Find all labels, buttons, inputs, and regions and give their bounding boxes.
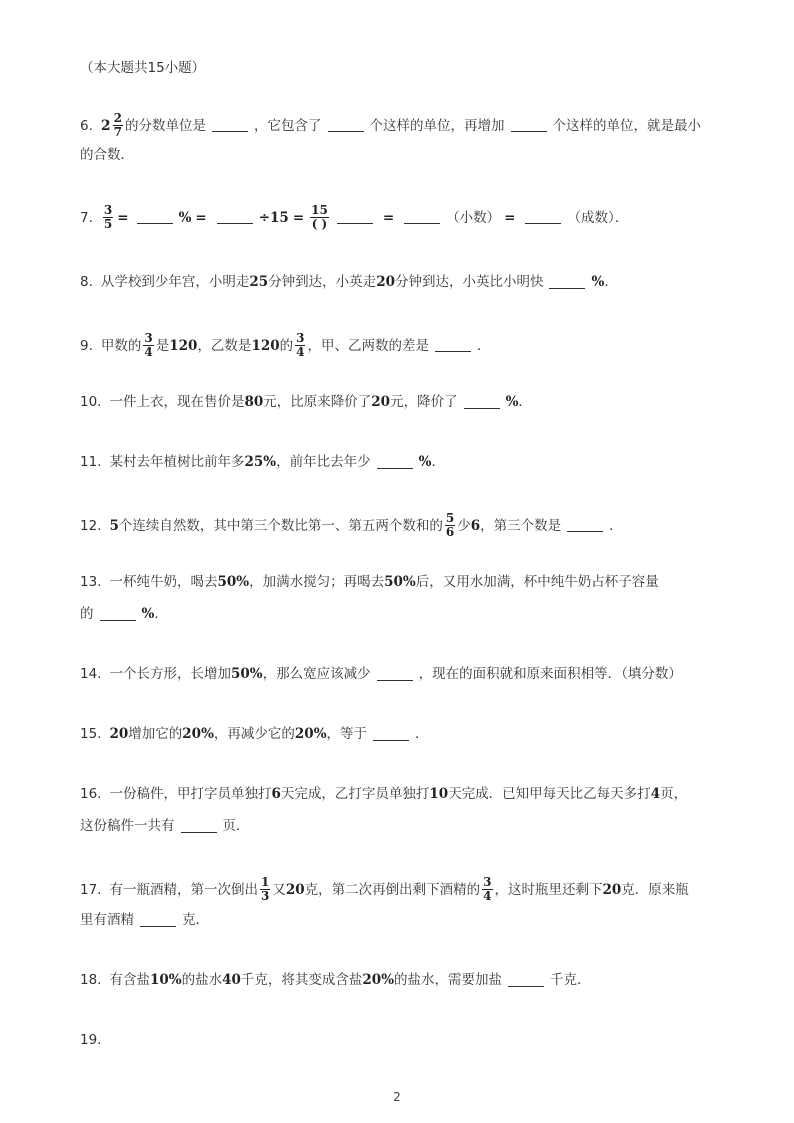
question-11: 11. 某村去年植树比前年多 25% ，前年比去年少 % ． (80, 454, 445, 470)
answer-blank[interactable] (181, 820, 217, 833)
answer-blank[interactable] (328, 119, 364, 132)
answer-blank[interactable] (511, 119, 547, 132)
section-header: （本大题共15小题） (80, 60, 206, 76)
question-13-line-1: 13. 一杯纯牛奶，喝去 50% ，加满水搅匀；再喝去 50% 后，又用水加满，杯中纯牛奶占杯子容量 (80, 574, 659, 590)
question-10: 10. 一件上衣，现在售价是 80 元，比原来降价了 20 元，降价了 % ． (80, 394, 532, 410)
answer-blank[interactable] (373, 728, 409, 741)
question-17-line-2: 里有酒精 克． (80, 912, 209, 928)
question-16-line-2: 这份稿件一共有 页． (80, 818, 250, 834)
answer-blank[interactable] (525, 211, 561, 224)
question-14: 14. 一个长方形，长增加 50% ，那么宽应该减少 ，现在的面积就和原来面积相等．（填分数） (80, 666, 682, 682)
question-18: 18. 有含盐 10% 的盐水 40 千克，将其变成含盐 20% 的盐水，需要加盐 千克． (80, 972, 591, 988)
answer-blank[interactable] (212, 119, 248, 132)
answer-blank[interactable] (549, 276, 585, 289)
answer-blank[interactable] (508, 974, 544, 987)
answer-blank[interactable] (377, 668, 413, 681)
question-16-line-1: 16. 一份稿件，甲打字员单独打 6 天完成，乙打字员单独打 10 天完成．已知甲每天比乙每天多打 4 页， (80, 786, 688, 802)
question-6-line-2: 的合数． (80, 147, 134, 163)
answer-blank[interactable] (217, 211, 253, 224)
answer-blank[interactable] (567, 519, 603, 532)
question-7: 7. $\frac{3}{5}$ = % = ÷15 = $\frac{15}{( )}$ = （小数） = （成数）． (80, 203, 629, 231)
answer-blank[interactable] (404, 211, 440, 224)
question-12: 12. 5 个连续自然数，其中第三个数比第一、第五两个数和的 $\frac{5}{6}$ 少 6 ，第三个数是 ． (80, 511, 623, 539)
answer-blank[interactable] (140, 914, 176, 927)
question-13-line-2: 的 % ． (80, 606, 168, 622)
answer-blank[interactable] (464, 396, 500, 409)
answer-blank[interactable] (435, 339, 471, 352)
question-6-line-1: 6. 2 $\frac{2}{7}$ 的分数单位是 ，它包含了 个这样的单位，再增加 个这样的单位，就是最小 (80, 111, 701, 139)
page-number: 2 (393, 1090, 401, 1104)
answer-blank[interactable] (337, 211, 373, 224)
question-9: 9. 甲数的 $\frac{3}{4}$ 是 120 ，乙数是 120 的 $\frac{3}{4}$ ，甲、乙两数的差是 ． (80, 331, 491, 359)
mixed-number: 2 $\frac{2}{7}$ (100, 111, 122, 139)
question-8: 8. 从学校到少年宫，小明走 25 分钟到达，小英走 20 分钟到达，小英比小明快 % ． (80, 274, 618, 290)
question-19: 19. (80, 1032, 102, 1048)
answer-blank[interactable] (377, 456, 413, 469)
question-17-line-1: 17. 有一瓶酒精，第一次倒出 $\frac{1}{3}$ 又 20 克，第二次再倒出剩下酒精的 $\frac{3}{4}$ ，这时瓶里还剩下 20 克．原来瓶 (80, 875, 689, 903)
question-15: 15. 20 增加它的 20% ，再减少它的 20% ，等于 ． (80, 726, 429, 742)
answer-blank[interactable] (137, 211, 173, 224)
answer-blank[interactable] (100, 608, 136, 621)
